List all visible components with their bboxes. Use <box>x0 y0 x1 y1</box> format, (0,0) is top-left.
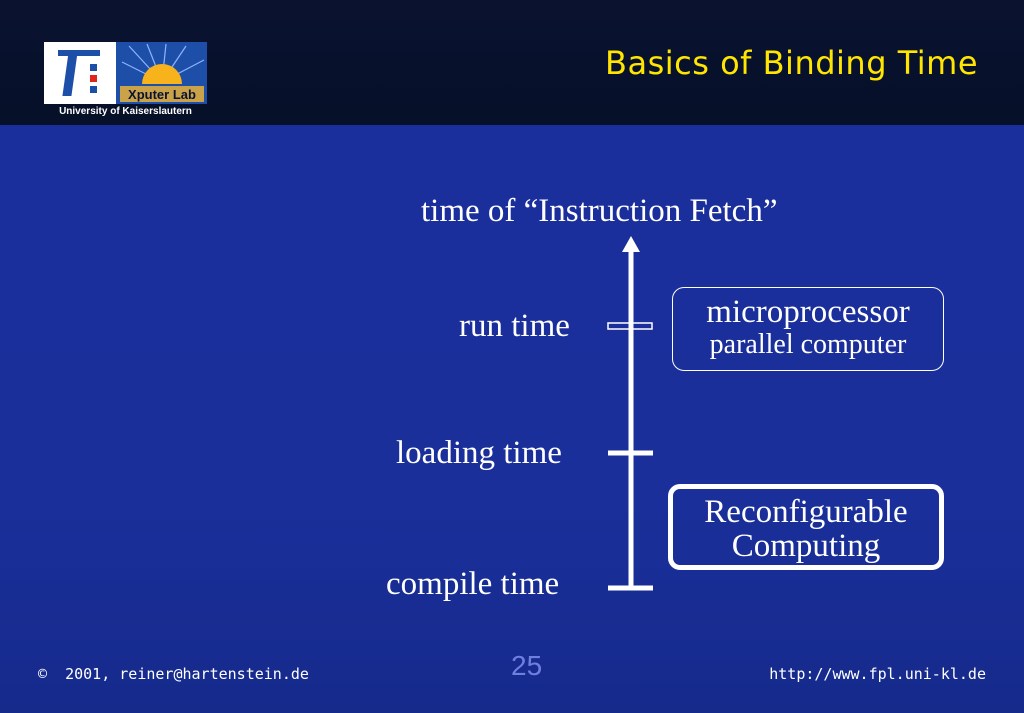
copyright-text: 2001, reiner@hartenstein.de <box>65 665 309 683</box>
microprocessor-box <box>672 287 944 371</box>
axis-label: time of “Instruction Fetch” <box>421 193 778 229</box>
run-time-label: run time <box>459 308 570 344</box>
computing-label: Computing <box>731 528 881 564</box>
page-number: 25 <box>511 650 543 681</box>
compile-time-label: compile time <box>386 566 560 602</box>
footer-url[interactable]: http://www.fpl.uni-kl.de <box>769 665 986 683</box>
logo-caption: University of Kaiserslautern <box>59 106 192 117</box>
page-title: Basics of Binding Time <box>605 44 978 82</box>
copyright-icon: © <box>38 665 48 683</box>
microprocessor-label: microprocessor <box>706 294 910 330</box>
svg-text:Xputer Lab: Xputer Lab <box>128 87 196 102</box>
loading-time-label: loading time <box>396 435 562 471</box>
reconfigurable-computing-box <box>668 484 944 570</box>
timeline-arrowhead <box>622 236 640 252</box>
reconfigurable-label: Reconfigurable <box>704 494 908 530</box>
footer-copyright <box>38 665 309 683</box>
parallel-computer-label: parallel computer <box>709 329 907 360</box>
